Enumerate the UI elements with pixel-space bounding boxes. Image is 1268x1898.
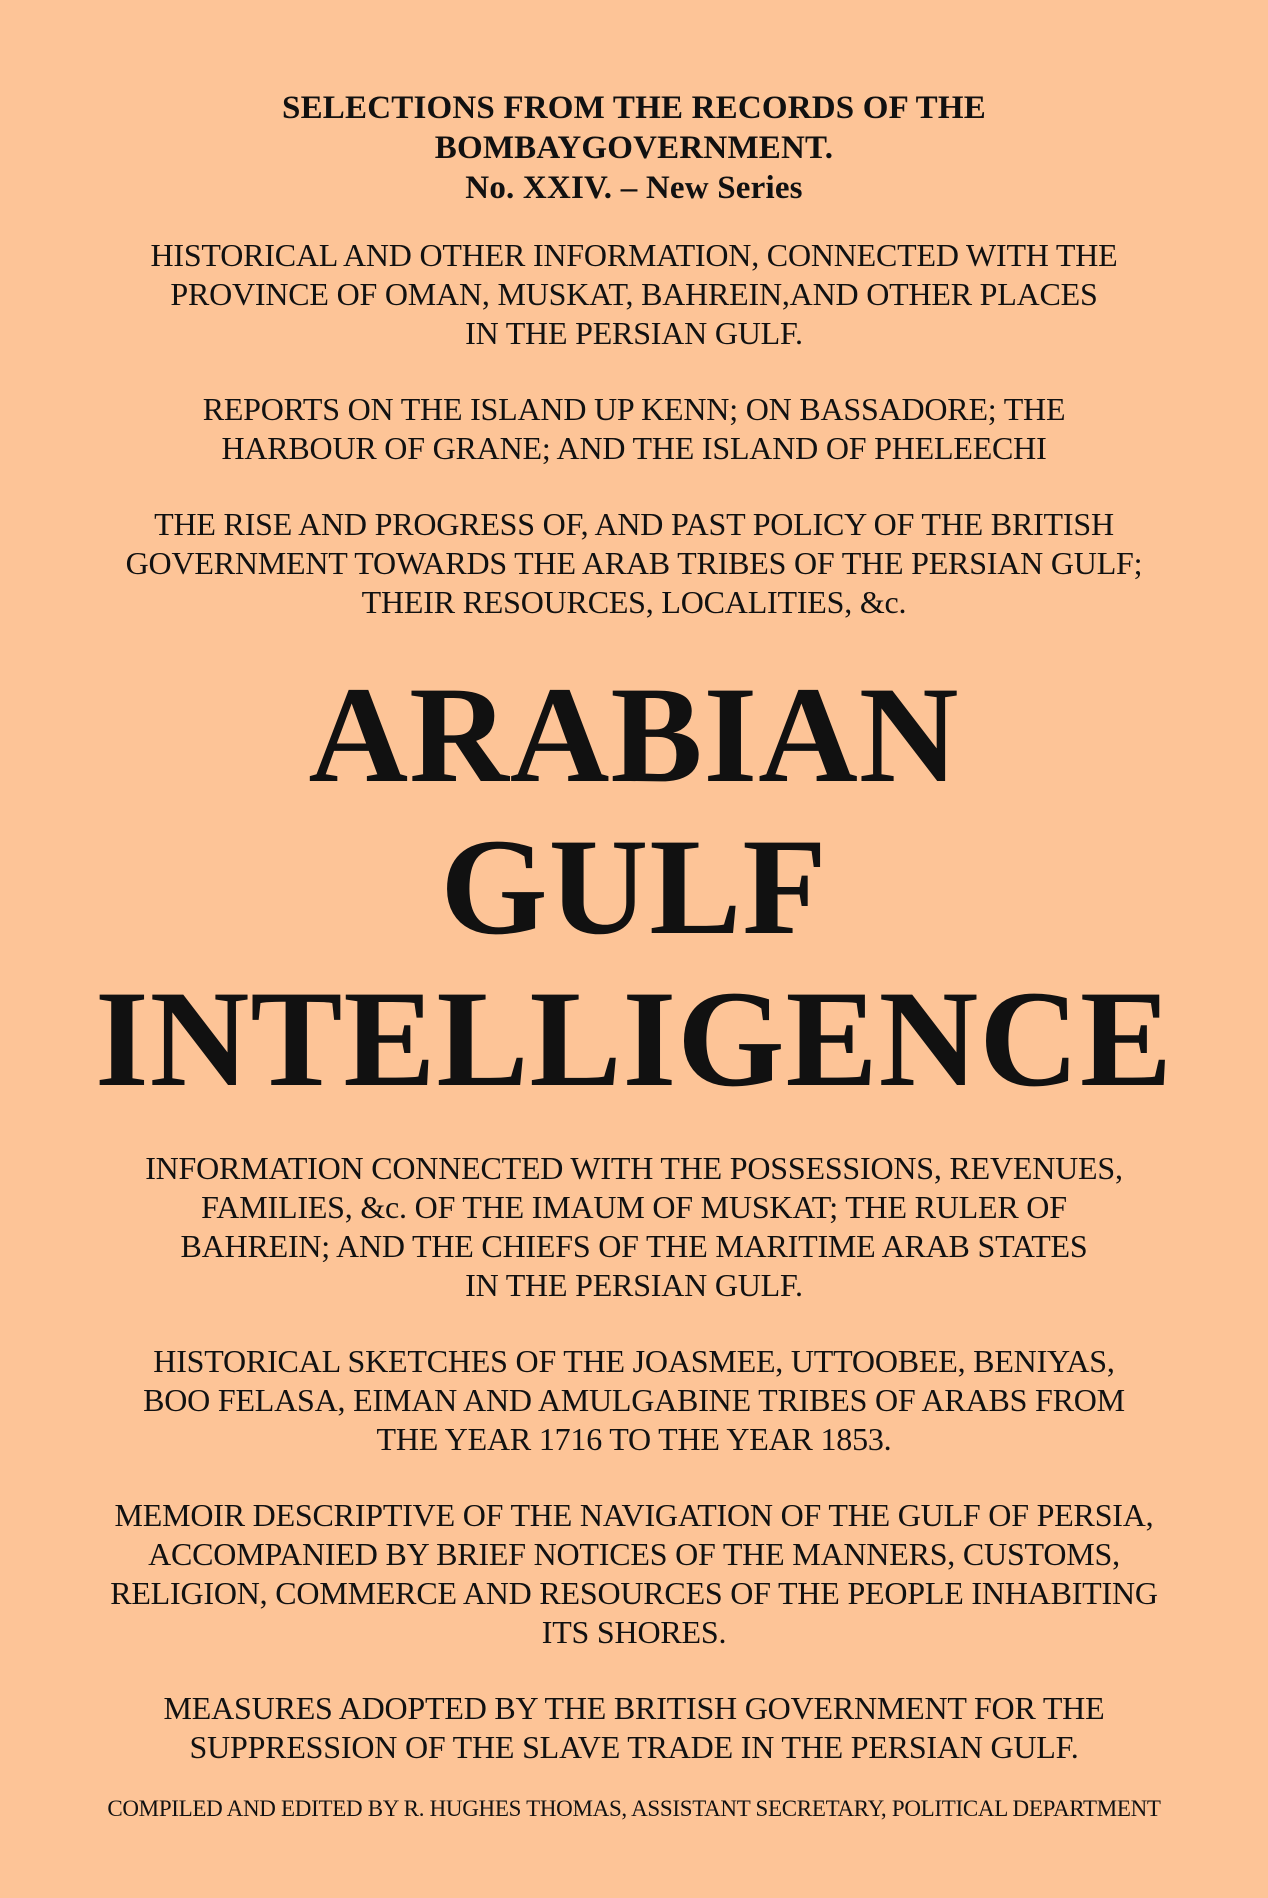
series-header-line: SELECTIONS FROM THE RECORDS OF THE [282,90,986,126]
section-line: BAHREIN; AND THE CHIEFS OF THE MARITIME ARAB STATES [180,1228,1088,1264]
section-line: ACCOMPANIED BY BRIEF NOTICES OF THE MANNERS, CUSTOMS, [148,1536,1120,1572]
section-line: HISTORICAL AND OTHER INFORMATION, CONNECTED WITH THE [150,237,1118,273]
book-title [70,659,1198,1115]
section-line: RELIGION, COMMERCE AND RESOURCES OF THE PEOPLE INHABITING [110,1575,1158,1611]
section-line: THE RISE AND PROGRESS OF, AND PAST POLICY OF THE BRITISH [154,506,1114,542]
title-line: ARABIAN [308,658,960,811]
series-header-line: BOMBAYGOVERNMENT. [434,130,834,166]
section-line: IN THE PERSIAN GULF. [465,315,803,351]
island-reports-section [70,390,1198,468]
section-line: MEASURES ADOPTED BY THE BRITISH GOVERNMENT FOR THE [163,1690,1105,1726]
section-line: ITS SHORES. [541,1614,727,1650]
historical-sketches-section [70,1342,1198,1459]
slave-trade-section [70,1689,1198,1767]
section-line: FAMILIES, &c. OF THE IMAUM OF MUSKAT; THE RULER OF [201,1189,1067,1225]
british-policy-section [70,505,1198,622]
section-line: PROVINCE OF OMAN, MUSKAT, BAHREIN,AND OTHER PLACES [170,276,1098,312]
series-header [70,88,1198,208]
title-line: GULF [440,810,828,963]
title-line: INTELLIGENCE [95,962,1173,1115]
section-line: INFORMATION CONNECTED WITH THE POSSESSIONS, REVENUES, [145,1150,1123,1186]
section-line: THE YEAR 1716 TO THE YEAR 1853. [376,1421,892,1457]
navigation-memoir-section [70,1496,1198,1652]
section-line: SUPPRESSION OF THE SLAVE TRADE IN THE PERSIAN GULF. [189,1729,1079,1765]
section-line: HISTORICAL SKETCHES OF THE JOASMEE, UTTOOBEE, BENIYAS, [153,1343,1115,1379]
section-line: GOVERNMENT TOWARDS THE ARAB TRIBES OF THE PERSIAN GULF; [125,545,1143,581]
section-line: HARBOUR OF GRANE; AND THE ISLAND OF PHELEECHI [221,430,1047,466]
series-number: No. XXIV. – New Series [465,170,803,206]
compiler-credit: COMPILED AND EDITED BY R. HUGHES THOMAS, ASSISTANT SECRETARY, POLITICAL DEPARTMENT [107,1796,1161,1821]
section-line: REPORTS ON THE ISLAND UP KENN; ON BASSADORE; THE [202,391,1066,427]
oman-muskat-bahrein-section [70,236,1198,353]
possessions-revenues-section [70,1149,1198,1305]
section-line: THEIR RESOURCES, LOCALITIES, &c. [361,584,907,620]
section-line: MEMOIR DESCRIPTIVE OF THE NAVIGATION OF THE GULF OF PERSIA, [114,1497,1154,1533]
section-line: BOO FELASA, EIMAN AND AMULGABINE TRIBES OF ARABS FROM [143,1382,1125,1418]
section-line: IN THE PERSIAN GULF. [465,1267,803,1303]
